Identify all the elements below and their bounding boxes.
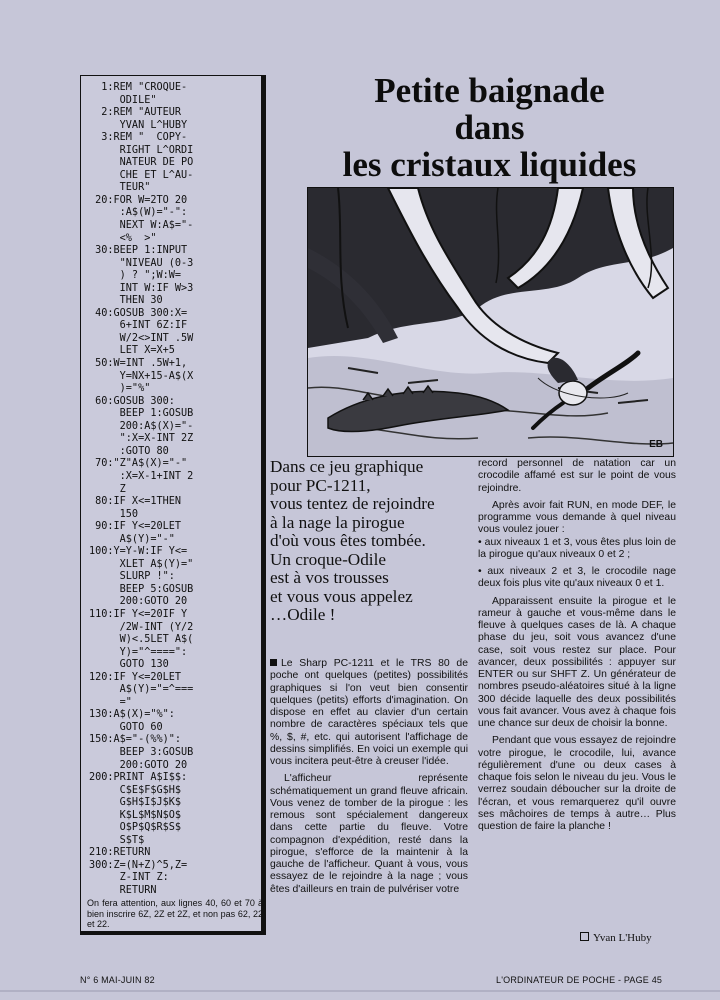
article-title xyxy=(282,72,697,183)
basic-listing: 1:REM "CROQUE- ODILE" 2:REM "AUTEUR YVAN L^HUBY 3:REM " COPY- RIGHT L^ORDI NATEUR DE PO CHE ET L^AU- TEUR" 20:FOR W=2TO 20 :A$(W)="-": NEXT W:A$="- <% >" 30:BEEP 1:INPUT "NIVEAU (0-3 ) ? ";W:W= INT W:IF W>3 THEN 30 40:GOSUB 300:X= 6+INT 6Z:IF W/2<>INT .5W LET X=X+5 50:W=INT .5W+1, Y=NX+15-A$(X )="%" 60:GOSUB 300: BEEP 1:GOSUB 200:A$(X)="- ":X=X-INT 2Z :GOTO 80 70:"Z"A$(X)="-" :X=X-1+INT 2 Z 80:IF X<=1THEN 150 90:IF Y<=20LET A$(Y)="-" 100:Y=Y-W:IF Y<= XLET A$(Y)=" SLURP !": BEEP 5:GOSUB 200:GOTO 20 110:IF Y<=20IF Y /2W-INT (Y/2 W)<.5LET A$( Y)="^====": GOTO 130 120:IF Y<=20LET A$(Y)="=^=== =" 130:A$(X)="%": GOTO 60 150:A$="-(%%)": BEEP 3:GOSUB 200:GOTO 20 200:PRINT A$I$$: C$E$F$G$H$ G$H$I$J$K$ K$L$M$N$O$ O$P$Q$R$S$ S$T$ 210:RETURN 300:Z=(N+Z)^5,Z= Z-INT Z: RETURN xyxy=(89,82,194,896)
intro-line: est à vos trousses xyxy=(270,568,389,587)
intro-line: vous tentez de rejoindre xyxy=(270,494,435,513)
title-line-2: dans xyxy=(454,108,525,147)
intro-line: Dans ce jeu graphique xyxy=(270,457,424,476)
title-line-3: les cristaux liquides xyxy=(342,145,637,184)
article-intro xyxy=(270,458,466,625)
page-edge xyxy=(0,990,720,992)
illustrator-signature: EB xyxy=(649,439,663,450)
paragraph: Apparaissent ensuite la pirogue et le rameur à gauche et vous-même dans le fleuve à quelques cases de là. A chaque phase du jeu, soit vous avancez d'une case, soit vous restez sur place. Pour avancer, deux possibilités : appuyer sur ENTER ou sur SHFT Z. Un générateur de nombres pseudo-aléatoires situé à la ligne 300 décide laquelle des deux possibilités vous fait avancer. Vous avez à chaque fois une chance sur deux de choisir la bonne. xyxy=(478,595,676,729)
program-listing-box xyxy=(80,75,266,935)
list-item: • aux niveaux 1 et 3, vous êtes plus loin de la pirogue qu'aux niveaux 0 et 2 ; xyxy=(478,536,676,560)
intro-line: et vous vous appelez xyxy=(270,586,413,606)
paragraph: Pendant que vous essayez de rejoindre votre pirogue, le crocodile, lui, avance régulièrement d'une ou deux cases à chaque fois selon le niveau du jeu. Vous le verrez soudain déboucher sur la droite de l'écran, et vous remarquerez qu'il ouvre ses mâchoires de temps à autre… Plus question de faire la planche ! xyxy=(478,735,676,832)
footer-issue: N° 6 MAI-JUIN 82 xyxy=(80,975,155,985)
article-column-right xyxy=(478,458,676,838)
author-signature xyxy=(580,932,652,944)
illustration-drawing xyxy=(308,188,673,456)
paragraph: record personnel de natation car un crocodile affamé est sur le point de vous rejoindre. xyxy=(478,458,676,494)
title-line-1: Petite baignade xyxy=(374,71,605,110)
intro-line: à la nage la pirogue xyxy=(270,512,405,532)
intro-line: d'où vous êtes tombée. xyxy=(270,531,426,550)
author-name: Yvan L'Huby xyxy=(593,932,652,944)
intro-line: pour PC-1211, xyxy=(270,475,371,495)
paragraph: Après avoir fait RUN, en mode DEF, le programme vous demande à quel niveau vous voulez jouer : xyxy=(478,499,676,536)
square-bullet-icon xyxy=(270,659,277,666)
listing-note: On fera attention, aux lignes 40, 60 et 70 à bien inscrire 6Z, 2Z et 2Z, et non pas 62, 22 et 22. xyxy=(87,898,263,930)
footer-page: L'ORDINATEUR DE POCHE - PAGE 45 xyxy=(496,975,663,985)
article-column-left xyxy=(270,658,468,901)
list-item: • aux niveaux 2 et 3, le crocodile nage deux fois plus vite qu'aux niveaux 0 et 1. xyxy=(478,566,676,590)
intro-line: Un croque-Odile xyxy=(270,549,386,569)
open-square-icon xyxy=(580,932,589,941)
paragraph xyxy=(270,658,468,768)
jungle-river-illustration xyxy=(307,187,674,457)
paragraph: L'afficheur représente schématiquement un grand fleuve africain. Vous venez de tomber de la pirogue : les remous sont spécialement dangereux dans cette partie du fleuve. Votre compagnon d'expédition, resté dans la pirogue, s'efforce de la maintenir à la gauche de l'afficheur. Quant à vous, vous essayez de le rejoindre à la nage ; vous êtes d'ailleurs en train de pulvériser votre xyxy=(270,773,468,895)
intro-line: …Odile ! xyxy=(270,605,336,624)
paragraph-text: Le Sharp PC-1211 et le TRS 80 de poche ont quelques (petites) possibilités graphiques si l'on veut bien consentir quelques (petits) efforts d'imagination. On dispose en effet au clavier d'un certain nombre de caractères spéciaux tels que %, $, #, etc. qui autorisent l'affichage de dessins simplifiés. En voici un exemple qui vous incitera peut-être à creuser l'idée. xyxy=(270,658,468,767)
